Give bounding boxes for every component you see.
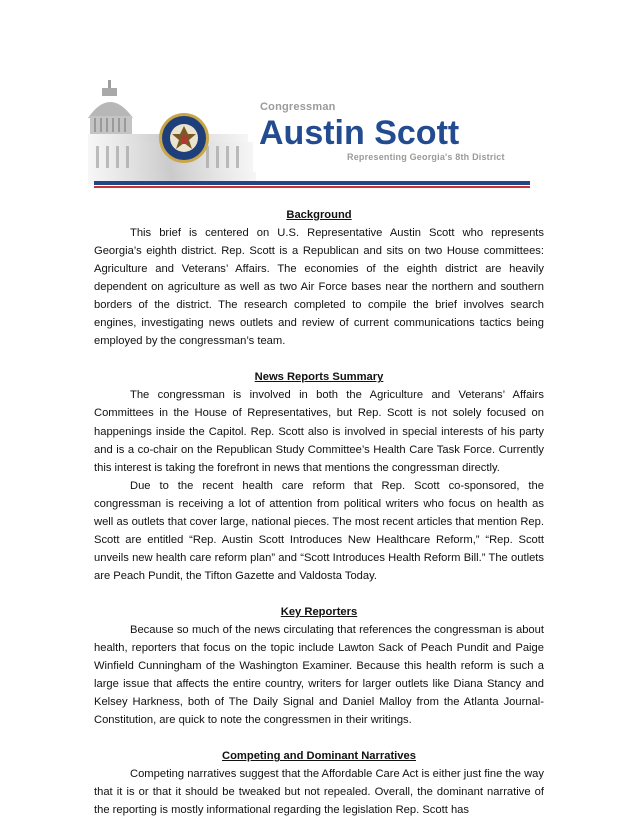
news-paragraph-1: The congressman is involved in both the Agriculture and Veterans’ Affairs Committees in the House of Representatives, but Rep. Scott is not solely focused on happenings inside the Capitol. Rep. Scott also is involved in special interests of his party and is a co-chair on the Republican Study Committee’s Health Care Task Force. Currently this interest is taking the forefront in news that mentions the congressman directly. — [94, 389, 544, 474]
district-label: Representing Georgia's 8th District — [347, 152, 505, 162]
narratives-paragraph: Competing narratives suggest that the Affordable Care Act is either just fine the way that it is or that it should be tweaked but not repealed. Overall, the dominant narrative of the reporting is mostly informational regarding the legislation Rep. Scott has — [94, 768, 544, 817]
brief-body — [94, 206, 544, 819]
header-rule-blue — [94, 181, 530, 185]
section-gap — [94, 585, 544, 603]
house-seal-icon — [158, 112, 210, 164]
congressman-label: Congressman — [260, 101, 336, 113]
section-heading-news-reports: News Reports Summary — [254, 371, 384, 384]
congressman-name: Austin Scott — [259, 114, 460, 152]
news-paragraph-2: Due to the recent health care reform that Rep. Scott co-sponsored, the congressman is receiving a lot of attention from political writers who focus on health as well as outlets that cover large, national pieces. The most recent articles that mention Rep. Scott are entitled “Rep. Austin Scott Introduces New Healthcare Reform,” “Rep. Scott unveils new health care reform plan” and “Scott Introduces Health Reform Bill.” The outlets are Peach Pundit, the Tifton Gazette and Valdosta Today. — [94, 479, 544, 582]
section-heading-key-reporters: Key Reporters — [280, 605, 358, 618]
section-gap — [94, 729, 544, 747]
header-rule-red — [94, 186, 530, 188]
section-heading-background: Background — [286, 209, 352, 221]
reporters-paragraph: Because so much of the news circulating that references the congressman is about health, reporters that focus on the topic include Lawton Sack of Peach Pundit and Paige Winfield Cunningham of the Washington Examiner. Because this health reform is such a large issue that affects the entire country, writers for larger outlets like Diana Stancy and Kelsey Harkness, both of The Daily Signal and Daniel Malloy from the Atlanta Journal-Constitution, are quick to note the congressmen in their writings. — [94, 623, 544, 727]
letterhead — [0, 0, 638, 200]
background-paragraph: This brief is centered on U.S. Representative Austin Scott who represents Georgia’s eighth district. Rep. Scott is a Republican and sits on two House committees: Agriculture and Veterans’ Affairs. The economies of the eighth district are heavily dependent on agriculture as well as two Air Force bases near the northern and southern borders of the district. The research completed to compile the brief involves search engines, investigating news outlets and review of current communications tactics being employed by the congressman’s team. — [94, 227, 544, 348]
section-heading-narratives: Competing and Dominant Narratives — [222, 750, 416, 763]
section-gap — [94, 350, 544, 368]
